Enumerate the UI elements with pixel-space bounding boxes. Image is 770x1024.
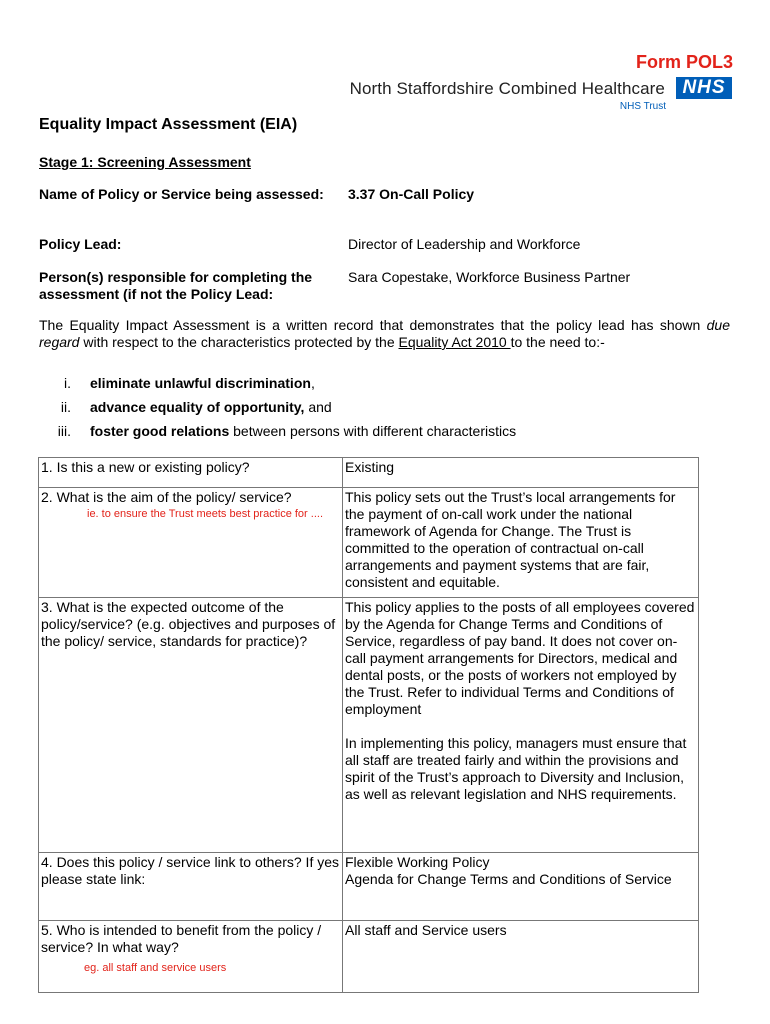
- list-item: [39, 399, 739, 423]
- list-item: [39, 423, 739, 447]
- question-hint: eg. all staff and service users: [84, 962, 227, 974]
- duties-list: [39, 375, 739, 447]
- field-value-responsible: Sara Copestake, Workforce Business Partner: [348, 269, 631, 285]
- answer-cell: Existing: [343, 458, 699, 488]
- list-number: iii.: [57, 423, 71, 439]
- intro-emphasis: due regard: [39, 317, 730, 350]
- field-value-policy-name: 3.37 On-Call Policy: [348, 186, 475, 202]
- question-cell: 2. What is the aim of the policy/ service? ie. to ensure the Trust meets best practice for ....: [39, 488, 343, 598]
- table-row: [39, 488, 699, 598]
- intro-text-1: The Equality Impact Assessment is a written record that demonstrates that the policy lead has shown: [39, 317, 707, 333]
- field-label-policy-lead: Policy Lead:: [39, 236, 122, 252]
- answer-cell: Flexible Working Policy Agenda for Change Terms and Conditions of Service: [343, 853, 699, 921]
- question-cell: 1. Is this a new or existing policy?: [39, 458, 343, 488]
- list-text: foster good relations between persons with different characteristics: [90, 423, 517, 439]
- field-label-policy-name: Name of Policy or Service being assessed:: [39, 186, 324, 202]
- nhs-trust-label: NHS Trust: [619, 101, 666, 112]
- question-cell: 3. What is the expected outcome of the policy/service? (e.g. objectives and purposes of the policy/ service, standards for practice)?: [39, 598, 343, 853]
- intro-text-3: to the need to:-: [510, 334, 605, 350]
- equality-act-link[interactable]: Equality Act 2010: [398, 334, 511, 350]
- list-text: advance equality of opportunity, and: [90, 399, 332, 415]
- field-value-policy-lead: Director of Leadership and Workforce: [348, 236, 581, 252]
- list-text: eliminate unlawful discrimination,: [90, 375, 315, 391]
- table-row: [39, 853, 699, 921]
- page-title: Equality Impact Assessment (EIA): [39, 116, 298, 133]
- intro-text-2: with respect to the characteristics protected by the: [79, 334, 399, 350]
- table-row: [39, 921, 699, 993]
- question-cell: 4. Does this policy / service link to others? If yes please state link:: [39, 853, 343, 921]
- assessment-table: [38, 457, 699, 993]
- list-number: i.: [64, 375, 71, 391]
- question-cell: 5. Who is intended to benefit from the policy / service? In what way? eg. all staff and service users: [39, 921, 343, 993]
- list-item: [39, 375, 739, 399]
- answer-cell: All staff and Service users: [343, 921, 699, 993]
- form-number: Form POL3: [635, 52, 733, 72]
- question-hint: ie. to ensure the Trust meets best practice for ....: [87, 508, 323, 520]
- stage-heading: Stage 1: Screening Assessment: [39, 154, 251, 170]
- answer-cell: This policy applies to the posts of all employees covered by the Agenda for Change Terms and Conditions of Service, regardless of pay band. It does not cover on-call payment arrangements for Directors, medical and dental posts, or the posts of workers not employed by the Trust. Refer to individual Terms and Conditions of employment In implementing this policy, managers must ensure that all staff are treated fairly and within the provisions and spirit of the Trust’s approach to Diversity and Inclusion, as well as relevant legislation and NHS requirements.: [343, 598, 699, 853]
- intro-paragraph: [39, 317, 730, 351]
- list-number: ii.: [60, 399, 71, 415]
- table-row: [39, 458, 699, 488]
- nhs-logo: NHS: [676, 77, 732, 99]
- table-row: [39, 598, 699, 853]
- organisation-name: North Staffordshire Combined Healthcare: [349, 79, 665, 98]
- field-label-responsible: Person(s) responsible for completing the assessment (if not the Policy Lead:: [39, 269, 313, 302]
- answer-cell: This policy sets out the Trust’s local arrangements for the payment of on-call work under the national framework of Agenda for Change. The Trust is committed to the operation of contractual on-call arrangements and payment systems that are fair, consistent and equitable.: [343, 488, 699, 598]
